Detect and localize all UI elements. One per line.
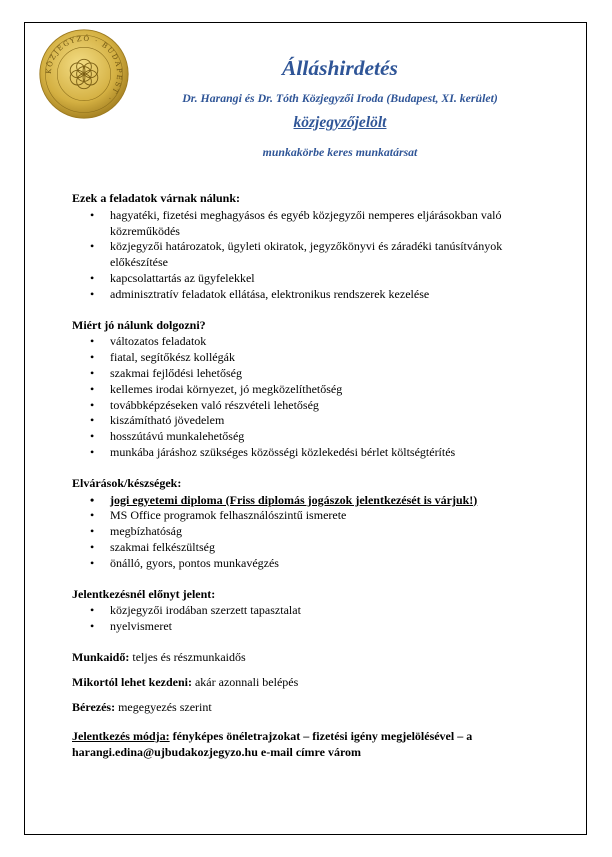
- notary-seal-icon: [38, 28, 130, 120]
- list-item: • adminisztratív feladatok ellátása, elektronikus rendszerek kezelése: [110, 287, 542, 303]
- position-subtitle: munkakörbe keres munkatársat: [262, 145, 418, 159]
- requirements-heading: Elvárások/készségek:: [72, 475, 182, 490]
- list-item: • kellemes irodai környezet, jó megközelíthetőség: [110, 382, 542, 398]
- list-item: • önálló, gyors, pontos munkavégzés: [110, 556, 542, 572]
- list-item: • kapcsolattartás az ügyfelekkel: [110, 271, 542, 287]
- page-title: Álláshirdetés: [282, 56, 398, 80]
- job-ad-body: [72, 191, 542, 761]
- list-item: • fiatal, segítőkész kollégák: [110, 350, 542, 366]
- worktime-value: teljes és részmunkaidős: [129, 649, 246, 664]
- requirements-list: [72, 493, 542, 572]
- position-title: közjegyzőjelölt: [293, 114, 387, 131]
- list-item: • közjegyzői irodában szerzett tapasztalat: [110, 603, 542, 619]
- list-item: • közjegyzői határozatok, ügyleti okiratok, jegyzőkönyvi és záradéki tanúsítványok előkészítése: [110, 239, 542, 271]
- list-item: • szakmai fejlődési lehetőség: [110, 366, 542, 382]
- why-list: [72, 334, 542, 460]
- degree-requirement: • jogi egyetemi diploma (Friss diplomás jogászok jelentkezését is várjuk!): [110, 493, 542, 509]
- office-name: Dr. Harangi és Dr. Tóth Közjegyzői Iroda (Budapest, XI. kerület): [182, 91, 498, 105]
- salary-label: Bérezés:: [72, 699, 116, 714]
- list-item: • megbízhatóság: [110, 524, 542, 540]
- list-item: • munkába járáshoz szükséges közösségi közlekedési bérlet költségtérítés: [110, 445, 542, 461]
- list-item: • kiszámítható jövedelem: [110, 413, 542, 429]
- salary-value: megegyezés szerint: [115, 699, 212, 714]
- start-value: akár azonnali belépés: [191, 674, 299, 689]
- list-item: • továbbképzéseken való részvételi lehetőség: [110, 398, 542, 414]
- salary-line: [72, 700, 542, 716]
- start-label: Mikortól lehet kezdeni:: [72, 674, 192, 689]
- apply-label: Jelentkezés módja:: [72, 729, 170, 744]
- list-item: • nyelvismeret: [110, 619, 542, 635]
- seal-ring-text: KÖZJEGYZŐ · BUDAPEST ·: [44, 34, 124, 103]
- worktime-line: [72, 650, 542, 666]
- apply-text: fényképes önéletrajzokat – fizetési igény megjelölésével – a harangi.edina@ujbudakozjegyzo.hu e-mail címre várom: [72, 729, 473, 760]
- apply-line: [72, 729, 542, 761]
- tasks-list: [72, 208, 542, 303]
- list-item: • MS Office programok felhasználószintű ismerete: [110, 508, 542, 524]
- list-item: • változatos feladatok: [110, 334, 542, 350]
- worktime-label: Munkaidő:: [72, 649, 130, 664]
- list-item: • hosszútávú munkalehetőség: [110, 429, 542, 445]
- list-item: • szakmai felkészültség: [110, 540, 542, 556]
- advantage-heading: Jelentkezésnél előnyt jelent:: [72, 586, 216, 601]
- why-heading: Miért jó nálunk dolgozni?: [72, 317, 206, 332]
- advantage-list: [72, 603, 542, 635]
- tasks-heading: Ezek a feladatok várnak nálunk:: [72, 191, 241, 205]
- list-item: • hagyatéki, fizetési meghagyásos és egyéb közjegyzői nemperes eljárásokban való közreműködés: [110, 208, 542, 240]
- start-line: [72, 675, 542, 691]
